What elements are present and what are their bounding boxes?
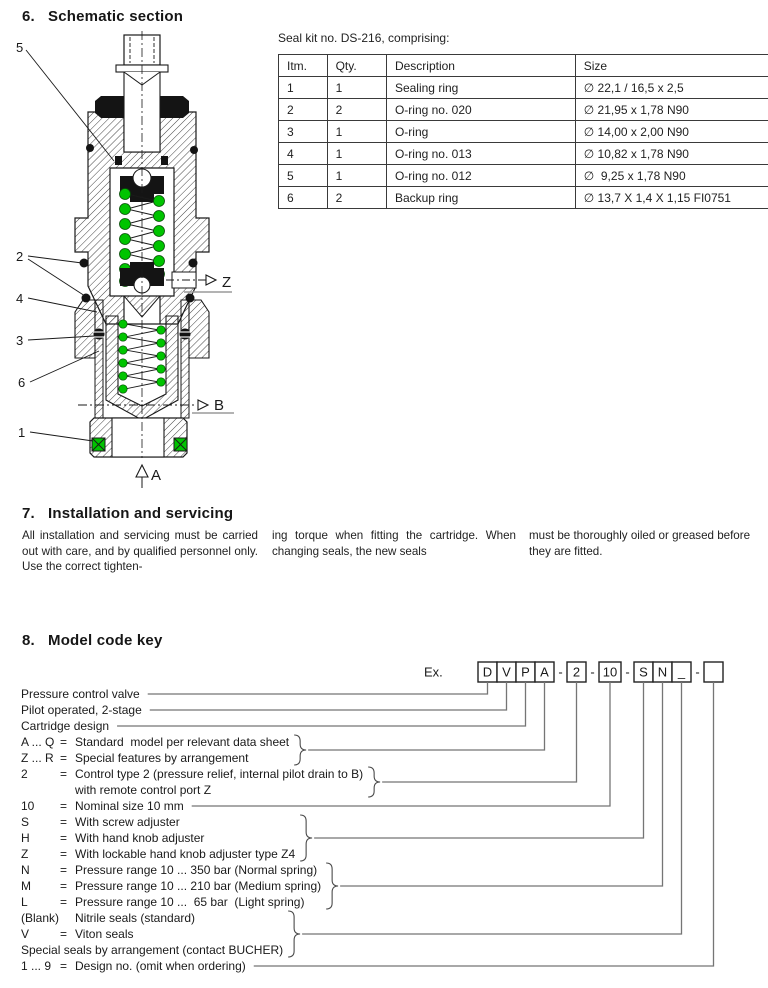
model-code-row-code: Z xyxy=(21,847,29,861)
connector-line xyxy=(302,682,681,934)
callout-4: 4 xyxy=(16,291,24,306)
cell-itm: 4 xyxy=(279,143,328,165)
seal-kit-caption: Seal kit no. DS-216, comprising: xyxy=(278,31,450,45)
callout-2: 2 xyxy=(16,249,24,264)
model-code-row-code: V xyxy=(21,927,30,941)
gland-collar-left xyxy=(75,300,95,358)
model-code-row-desc: With hand knob adjuster xyxy=(75,831,205,845)
oring-012-left xyxy=(115,156,122,165)
table-row xyxy=(279,121,768,143)
model-code-row-desc: Special features by arrangement xyxy=(75,751,249,765)
connector-line xyxy=(314,682,643,838)
model-code-row-eq: = xyxy=(60,751,68,765)
connector-line xyxy=(382,682,576,782)
code-box-char: D xyxy=(482,664,493,680)
model-code-row-eq: = xyxy=(60,927,68,941)
section8-number: 8. xyxy=(22,632,35,649)
text-column-3: must be thoroughly oiled or greased before they are fitted. xyxy=(529,529,751,558)
table-row xyxy=(279,187,768,209)
brace xyxy=(368,767,380,797)
example-label: Ex. xyxy=(424,664,443,680)
cell-qty: 2 xyxy=(327,99,386,121)
port-z-arrow-icon xyxy=(206,275,216,285)
model-code-row-code: 2 xyxy=(21,767,28,781)
section6-number: 6. xyxy=(22,8,35,25)
cell-itm: 1 xyxy=(279,77,328,99)
model-code-row-desc: with remote control port Z xyxy=(75,783,212,797)
model-code-row-desc: Pressure range 10 ... 350 bar (Normal spring) xyxy=(75,863,318,877)
code-box xyxy=(704,662,723,682)
model-code-row-desc: Pressure range 10 ... 65 bar (Light spring) xyxy=(75,895,305,909)
connector-line xyxy=(254,682,714,966)
cell-size: ∅ 13,7 X 1,4 X 1,15 FI0751 xyxy=(575,187,768,209)
brace xyxy=(294,735,306,765)
model-code-row-label: Special seals by arrangement (contact BUCHER) xyxy=(21,943,284,957)
model-code-row-code: 10 xyxy=(21,799,35,813)
port-a-arrow-icon xyxy=(136,465,148,477)
code-separator-dash: - xyxy=(590,664,595,680)
model-code-row-desc: Viton seals xyxy=(75,927,134,941)
text-column-2: ing torque when fitting the cartridge. When changing seals, the new seals xyxy=(272,529,516,558)
model-code-row-code: H xyxy=(21,831,30,845)
code-box-char: 10 xyxy=(602,664,618,680)
model-code-row-desc: With lockable hand knob adjuster type Z4 xyxy=(75,847,296,861)
section7-number: 7. xyxy=(22,505,35,522)
text-column-1: All installation and servicing must be carried out with care, and by qualified personnel only. Use the correct tighten- xyxy=(22,529,258,574)
section6-title: Schematic section xyxy=(48,8,184,25)
code-box-char: N xyxy=(657,664,668,680)
model-code-row-desc: With screw adjuster xyxy=(75,815,180,829)
model-code-row-code: L xyxy=(21,895,28,909)
model-code-row-eq: = xyxy=(60,799,68,813)
callout-6: 6 xyxy=(18,375,26,390)
connector-line xyxy=(148,682,488,694)
table-row xyxy=(279,99,768,121)
model-code-row-code: Z ... R xyxy=(21,751,54,765)
cell-qty: 1 xyxy=(327,121,386,143)
port-a-label: A xyxy=(151,467,162,484)
cell-description: O-ring xyxy=(386,121,575,143)
model-code-diagram xyxy=(0,652,768,982)
section6-heading xyxy=(22,8,183,25)
col-header-description: Description xyxy=(386,55,575,77)
model-code-row-desc: Design no. (omit when ordering) xyxy=(75,959,246,973)
code-box-char: S xyxy=(639,664,648,680)
code-box-char: V xyxy=(502,664,511,680)
model-code-row-code: M xyxy=(21,879,31,893)
model-code-row-eq: = xyxy=(60,831,68,845)
cell-itm: 3 xyxy=(279,121,328,143)
model-code-row-eq: = xyxy=(60,847,68,861)
cell-description: O-ring no. 020 xyxy=(386,99,575,121)
main-poppet-cup xyxy=(106,316,178,420)
cell-size: ∅ 10,82 x 1,78 N90 xyxy=(575,143,768,165)
code-box-char: P xyxy=(521,664,530,680)
cell-itm: 5 xyxy=(279,165,328,187)
code-box-char: 2 xyxy=(572,664,581,680)
col-header-qty: Qty. xyxy=(327,55,386,77)
brace xyxy=(288,911,300,957)
section8-title: Model code key xyxy=(48,632,163,649)
cell-description: O-ring no. 013 xyxy=(386,143,575,165)
code-box-char: _ xyxy=(677,664,686,680)
section8-heading xyxy=(22,632,163,649)
model-code-row-eq: = xyxy=(60,863,68,877)
callout-5: 5 xyxy=(16,40,24,55)
cell-itm: 2 xyxy=(279,99,328,121)
code-separator-dash: - xyxy=(558,664,563,680)
gland-collar-right xyxy=(189,300,209,358)
model-code-row-eq: = xyxy=(60,767,68,781)
callout-3: 3 xyxy=(16,333,24,348)
cell-qty: 1 xyxy=(327,77,386,99)
model-code-row-desc: Nominal size 10 mm xyxy=(75,799,184,813)
model-code-row-code: A ... Q xyxy=(21,735,55,749)
sealing-ring-left xyxy=(92,438,105,451)
cell-itm: 6 xyxy=(279,187,328,209)
model-code-row-eq: = xyxy=(60,735,68,749)
code-separator-dash: - xyxy=(695,664,700,680)
col-header-size: Size xyxy=(575,55,768,77)
brace xyxy=(326,863,338,909)
callout-1: 1 xyxy=(18,425,26,440)
cell-qty: 2 xyxy=(327,187,386,209)
lower-body-wall-left xyxy=(95,300,103,418)
oring-14-right xyxy=(180,329,191,340)
section7-title: Installation and servicing xyxy=(48,505,234,522)
model-code-row-eq: = xyxy=(60,895,68,909)
cell-size: ∅ 21,95 x 1,78 N90 xyxy=(575,99,768,121)
model-code-row-eq: = xyxy=(60,959,68,973)
cell-description: O-ring no. 012 xyxy=(386,165,575,187)
lower-body-wall-right xyxy=(181,300,189,418)
port-b-label: B xyxy=(214,397,225,414)
model-code-row-desc: Standard model per relevant data sheet xyxy=(75,735,290,749)
cell-size: ∅ 14,00 x 2,00 N90 xyxy=(575,121,768,143)
section7-body xyxy=(22,528,762,575)
model-code-row-label: Cartridge design xyxy=(21,719,110,733)
valve-schematic-drawing xyxy=(8,28,258,490)
model-code-row-label: Pressure control valve xyxy=(21,687,140,701)
cell-qty: 1 xyxy=(327,143,386,165)
code-box-char: A xyxy=(540,664,549,680)
model-code-row-code: S xyxy=(21,815,30,829)
cell-description: Sealing ring xyxy=(386,77,575,99)
model-code-row-desc: Nitrile seals (standard) xyxy=(75,911,196,925)
table-row xyxy=(279,143,768,165)
table-row xyxy=(279,77,768,99)
col-header-itm: Itm. xyxy=(279,55,328,77)
oring-14-left xyxy=(94,329,105,340)
cell-description: Backup ring xyxy=(386,187,575,209)
model-code-row-desc: Pressure range 10 ... 210 bar (Medium spring) xyxy=(75,879,322,893)
port-z-label: Z xyxy=(222,274,232,291)
model-code-row-code: N xyxy=(21,863,30,877)
code-separator-dash: - xyxy=(625,664,630,680)
model-code-row-code: 1 ... 9 xyxy=(21,959,52,973)
cell-qty: 1 xyxy=(327,165,386,187)
table-header-row xyxy=(279,55,768,77)
connector-line xyxy=(117,682,525,726)
model-code-row-label: Pilot operated, 2-stage xyxy=(21,703,142,717)
seal-kit-table xyxy=(278,54,768,209)
connector-line xyxy=(150,682,507,710)
cell-size: ∅ 22,1 / 16,5 x 2,5 xyxy=(575,77,768,99)
cell-size: ∅ 9,25 x 1,78 N90 xyxy=(575,165,768,187)
connector-line xyxy=(308,682,544,750)
brace xyxy=(300,815,312,861)
sealing-ring-right xyxy=(174,438,187,451)
port-b-arrow-icon xyxy=(198,400,208,410)
model-code-row-eq: = xyxy=(60,879,68,893)
section7-heading xyxy=(22,505,233,522)
table-row xyxy=(279,165,768,187)
model-code-row-eq: = xyxy=(60,815,68,829)
oring-012-right xyxy=(161,156,168,165)
bottom-nut-bore xyxy=(112,418,164,457)
model-code-row-code: (Blank) xyxy=(21,911,60,925)
connector-line xyxy=(340,682,662,886)
model-code-row-desc: Control type 2 (pressure relief, internal pilot drain to B) xyxy=(75,767,364,781)
